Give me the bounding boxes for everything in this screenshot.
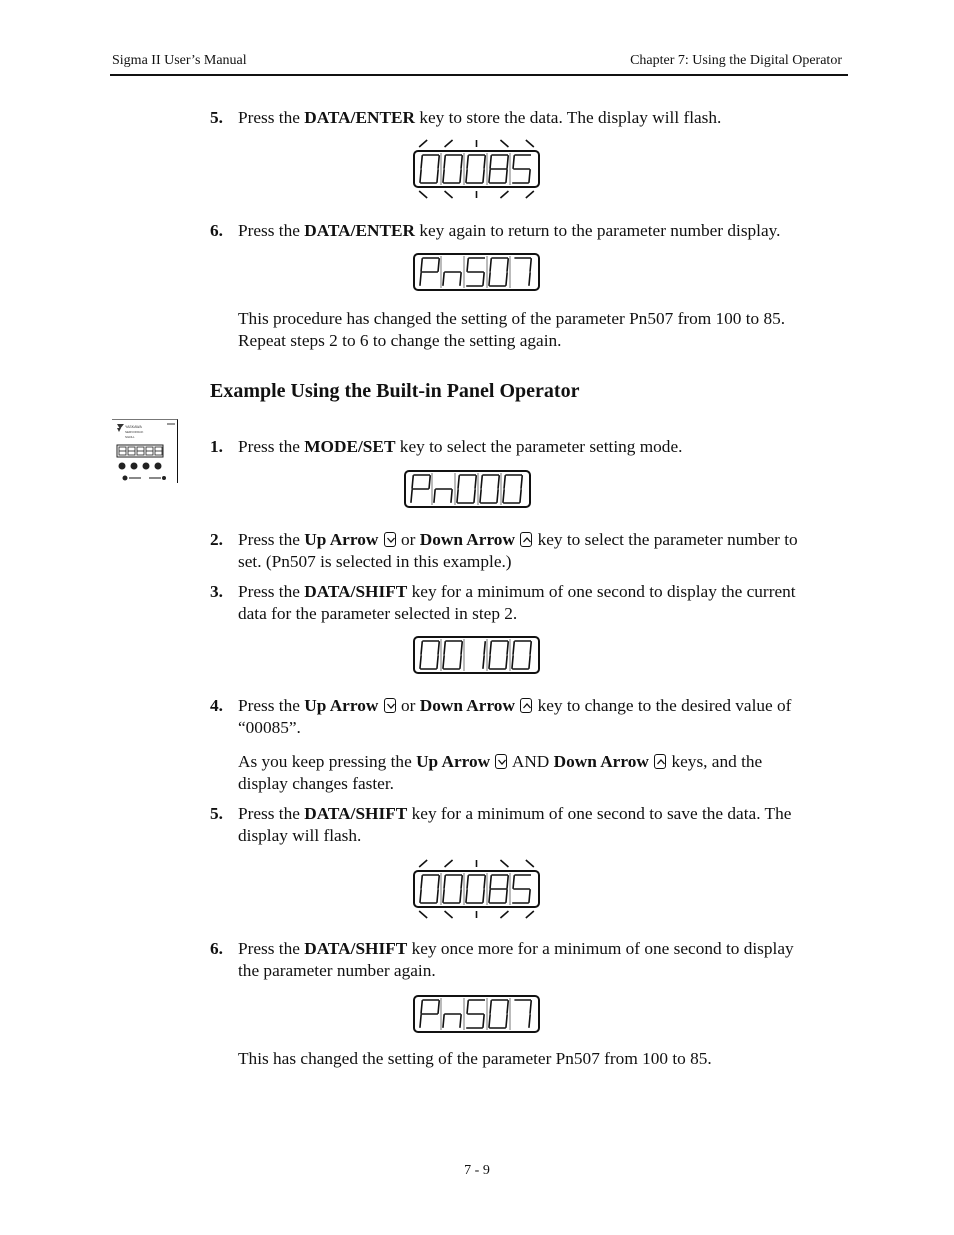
key-name: Up Arrow (304, 696, 379, 715)
display-digit (503, 475, 522, 503)
seven-segment-digits (413, 253, 540, 291)
display-digit (489, 1000, 508, 1028)
display-digit (434, 489, 452, 502)
display-digit (489, 641, 508, 669)
step-number: 4. (210, 696, 223, 715)
step-text: keys, and the (667, 752, 763, 771)
step-4-note (238, 751, 838, 795)
display-digit (420, 641, 439, 669)
up-arrow-key-icon (384, 532, 396, 547)
step-text: Press the (238, 939, 305, 958)
key-name: Up Arrow (416, 752, 491, 771)
display-digit (489, 155, 508, 183)
display-digit (513, 875, 530, 903)
down-arrow-key-icon (654, 754, 666, 769)
step-text: Press the (238, 437, 305, 456)
step-text: key to change to the desired value of (533, 696, 792, 715)
step-text: key for a minimum of one second to save the data. The (407, 804, 792, 823)
display-digit (515, 1000, 531, 1027)
display-digit (443, 875, 462, 903)
step-4-change-value (210, 695, 840, 739)
display-digit (443, 155, 462, 183)
seven-segment-digits (413, 995, 540, 1033)
step-1-mode-set (210, 436, 840, 458)
panel-operator-thumbnail (112, 419, 178, 483)
step-text: key again to return to the parameter number display. (415, 221, 781, 240)
display-digit (420, 1000, 439, 1027)
step-text: key to store the data. The display will flash. (415, 108, 722, 127)
display-digit (489, 258, 508, 286)
step-text: data for the parameter selected in step 2. (238, 604, 518, 623)
display-digit (480, 475, 499, 503)
key-name: DATA/SHIFT (304, 804, 408, 823)
brand-text: YASKAWA (125, 425, 142, 429)
step-text: key once more for a minimum of one second to display (407, 939, 794, 958)
display-digit (466, 155, 485, 183)
key-name: DATA/SHIFT (304, 582, 408, 601)
panel-operator-icon (112, 420, 178, 484)
display-digit (466, 875, 485, 903)
down-arrow-key-icon (520, 532, 532, 547)
display-digit (467, 258, 484, 286)
header-manual-title: Sigma II User’s Manual (112, 53, 247, 68)
display-digit (443, 272, 461, 285)
seven-segment-digits (413, 870, 540, 908)
display-digit (457, 475, 476, 503)
key-name: Down Arrow (419, 530, 515, 549)
display-digit (515, 258, 531, 285)
step-number: 3. (210, 582, 223, 601)
display-digit (420, 258, 439, 285)
step-number: 6. (210, 221, 223, 240)
key-name: MODE/SET (304, 437, 396, 456)
seven-segment-digits (413, 150, 540, 188)
key-name: Down Arrow (553, 752, 649, 771)
step-text: Press the (238, 696, 305, 715)
step-text: or (396, 696, 420, 715)
page-number: 7 - 9 (464, 1163, 490, 1178)
closing-paragraph: This has changed the setting of the parameter Pn507 from 100 to 85. (238, 1049, 712, 1068)
display-digit (443, 1014, 461, 1027)
step-text: As you keep pressing the (238, 752, 417, 771)
step-text: key to select the parameter setting mode. (395, 437, 683, 456)
display-digit (420, 875, 439, 903)
step-2-select-parameter (210, 529, 840, 573)
section-heading: Example Using the Built-in Panel Operator (210, 380, 580, 402)
step-6-parameter-number (210, 938, 840, 982)
key-name: DATA/SHIFT (304, 939, 408, 958)
key-name: Up Arrow (304, 530, 379, 549)
display-digit (411, 475, 430, 502)
up-arrow-key-icon (384, 698, 396, 713)
step-text: the parameter number again. (238, 961, 436, 980)
header-chapter-title: Chapter 7: Using the Digital Operator (630, 53, 842, 68)
step-text: key to select the parameter number to (533, 530, 798, 549)
step-number: 1. (210, 437, 223, 456)
step-text: Press the (238, 108, 305, 127)
step-text: or (396, 530, 420, 549)
step-text: set. (Pn507 is selected in this example.) (238, 552, 512, 571)
step-text: “00085”. (238, 718, 301, 737)
display-digit (489, 875, 508, 903)
step-3-display-data (210, 581, 840, 625)
step-number: 6. (210, 939, 223, 958)
seven-segment-digits (413, 636, 540, 674)
step-text: display will flash. (238, 826, 362, 845)
step-text: Press the (238, 221, 305, 240)
header-rule (110, 74, 848, 76)
summary-paragraph (238, 308, 838, 352)
step-text: display changes faster. (238, 774, 394, 793)
step-text: key for a minimum of one second to display the current (407, 582, 796, 601)
key-name: DATA/ENTER (304, 221, 415, 240)
step-6-enter (210, 220, 840, 242)
step-5-enter (210, 107, 840, 129)
code-text: SGDH- (125, 435, 135, 439)
step-number: 5. (210, 804, 223, 823)
key-name: DATA/ENTER (304, 108, 415, 127)
paragraph-line: Repeat steps 2 to 6 to change the setting again. (238, 331, 562, 350)
display-digit (467, 1000, 484, 1028)
display-digit (420, 155, 439, 183)
display-digit (512, 641, 531, 669)
step-5-save-data (210, 803, 840, 847)
display-digit (513, 155, 530, 183)
key-name: Down Arrow (419, 696, 515, 715)
display-digit (483, 642, 485, 668)
step-text: Press the (238, 804, 305, 823)
paragraph-line: This procedure has changed the setting of the parameter Pn507 from 100 to 85. (238, 309, 786, 328)
seven-segment-digits (404, 470, 531, 508)
down-arrow-key-icon (520, 698, 532, 713)
step-number: 5. (210, 108, 223, 127)
step-number: 2. (210, 530, 223, 549)
step-text: AND (508, 752, 554, 771)
up-arrow-key-icon (495, 754, 507, 769)
step-text: Press the (238, 582, 305, 601)
step-text: Press the (238, 530, 305, 549)
model-text: SERVOPACK (125, 430, 144, 434)
display-digit (443, 641, 462, 669)
